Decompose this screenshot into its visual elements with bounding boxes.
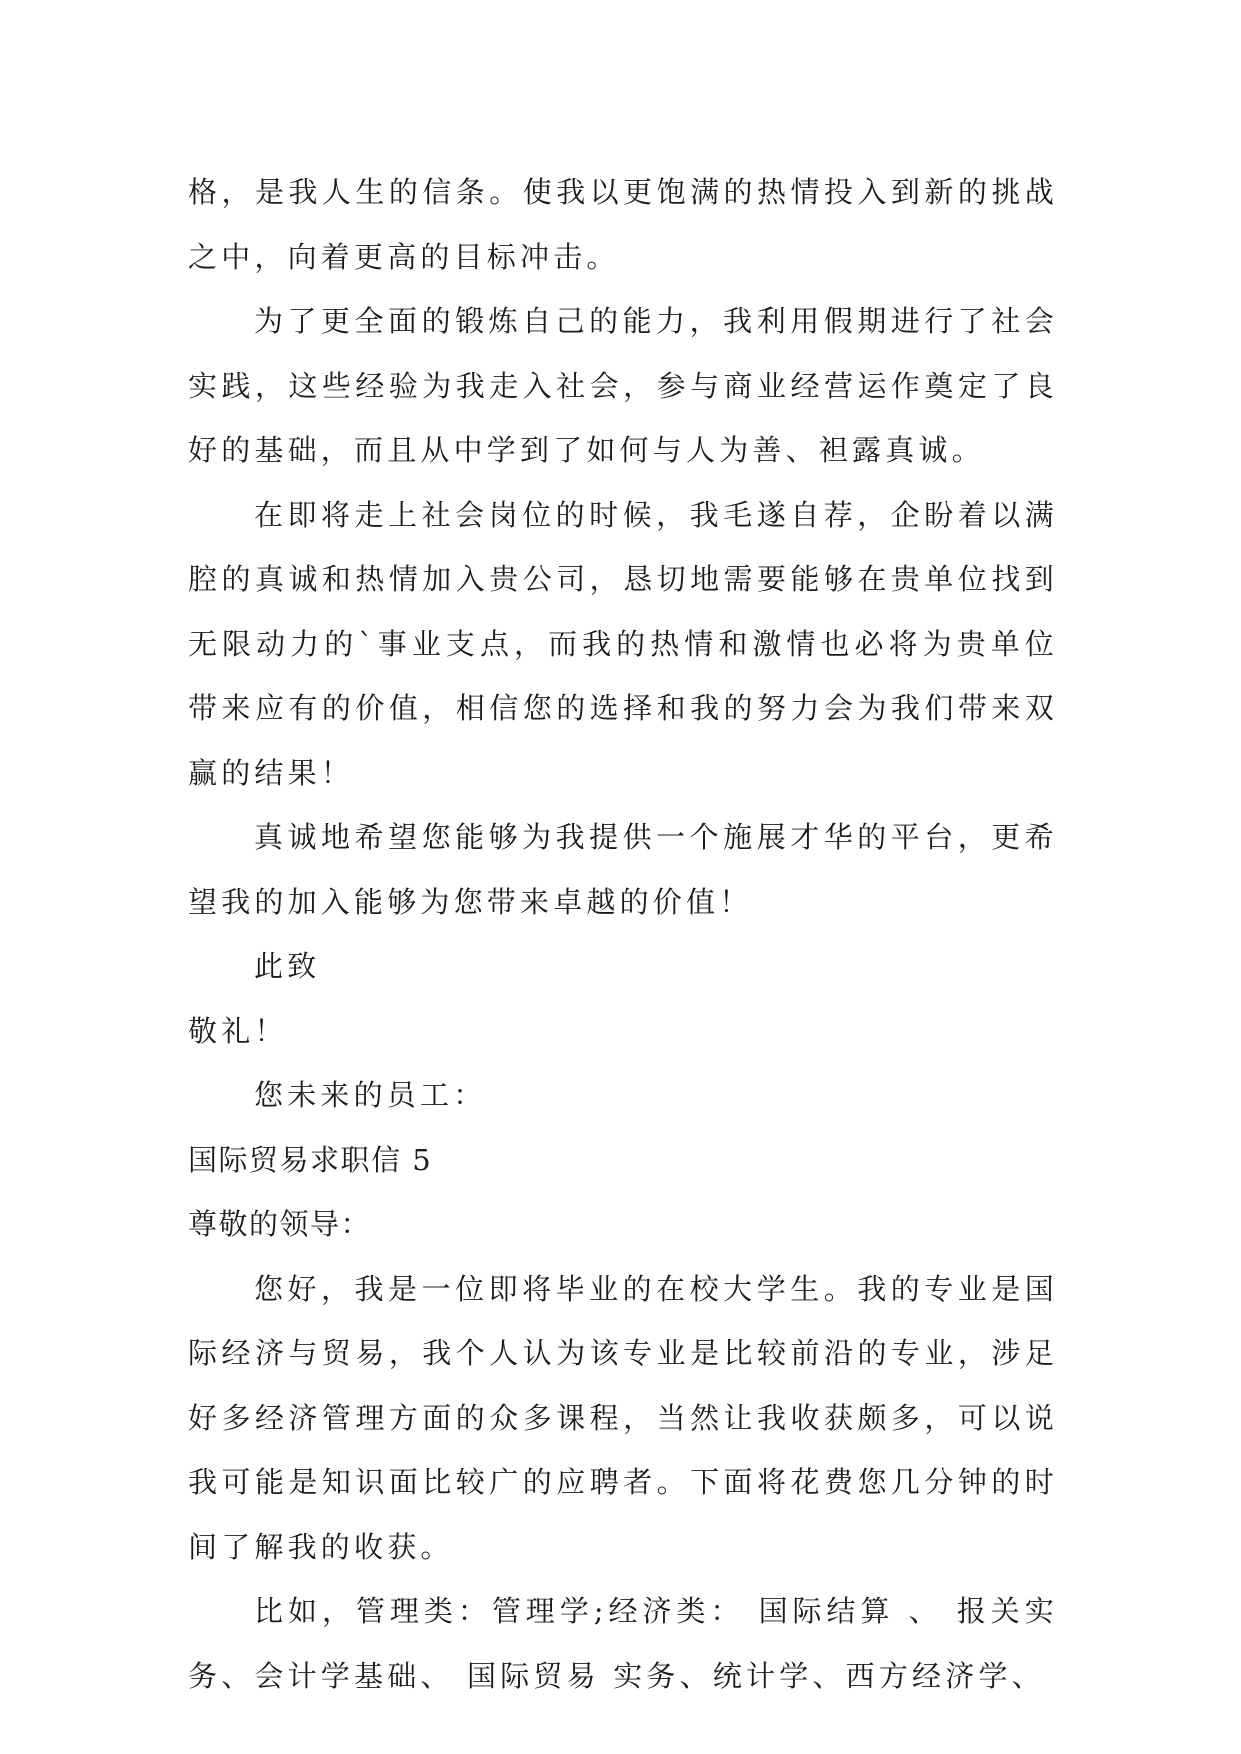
section-title: 国际贸易求职信 5 <box>188 1142 433 1177</box>
paragraph-6: 比如，管理类：管理学;经济类： 国际结算 、 报关实务、会计学基础、 国际贸易 实务、统计学、西方经济学、 <box>188 1594 1058 1693</box>
closing-salutation: 此致 <box>254 949 321 983</box>
paragraph-2: 为了更全面的锻炼自己的能力，我利用假期进行了社会实践，这些经验为我走入社会，参与商业经营运作奠定了良好的基础，而且从中学到了如何与人为善、袒露真诚。 <box>188 304 1058 467</box>
document-body <box>188 160 1058 1708</box>
signature-line: 您未来的员工： <box>254 1078 487 1112</box>
closing-regards: 敬礼！ <box>188 1013 288 1048</box>
paragraph-5: 您好，我是一位即将毕业的在校大学生。我的专业是国际经济与贸易，我个人认为该专业是比较前沿的专业，涉足好多经济管理方面的众多课程，当然让我收获颇多，可以说我可能是知识面比较广的应聘者。下面将花费您几分钟的时间了解我的收获。 <box>188 1271 1058 1564</box>
paragraph-1: 格，是我人生的信条。使我以更饱满的热情投入到新的挑战之中，向着更高的目标冲击。 <box>188 175 1058 274</box>
paragraph-3: 在即将走上社会岗位的时候，我毛遂自荐，企盼着以满腔的真诚和热情加入贵公司，恳切地需要能够在贵单位找到无限动力的`事业支点，而我的热情和激情也必将为贵单位带来应有的价值，相信您的选择和我的努力会为我们带来双赢的结果！ <box>188 497 1058 790</box>
paragraph-4: 真诚地希望您能够为我提供一个施展才华的平台，更希望我的加入能够为您带来卓越的价值！ <box>188 820 1058 919</box>
greeting: 尊敬的领导： <box>188 1207 372 1241</box>
